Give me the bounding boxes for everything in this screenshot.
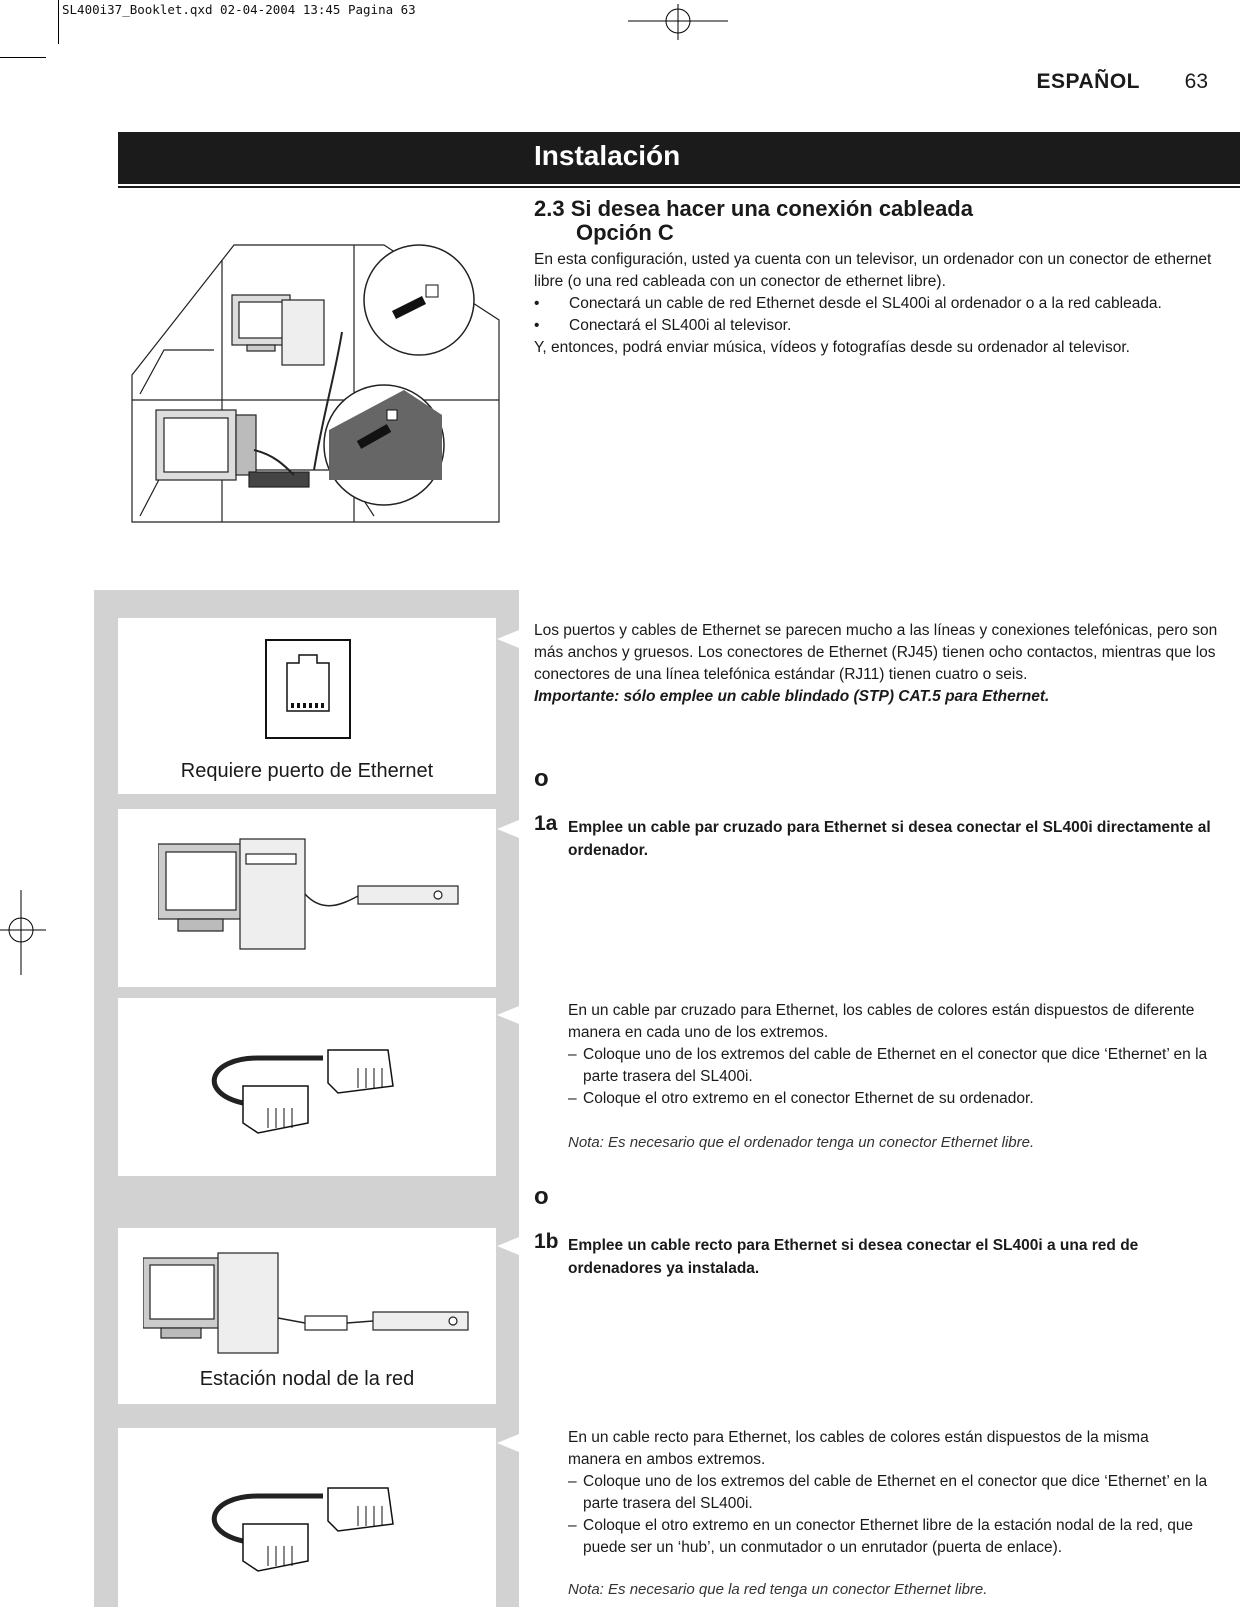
ethernet-cable-icon (198, 1476, 418, 1586)
pointer-triangle (497, 820, 519, 838)
list-item-text: Coloque uno de los extremos del cable de Ethernet en el conector que dice ‘Ethernet’ en la parte trasera del SL400i. (583, 1473, 1208, 1512)
print-slug: SL400i37_Booklet.qxd 02-04-2004 13:45 Pagina 63 (62, 2, 416, 17)
pc-to-device-illustration (158, 834, 468, 964)
crop-mark (58, 0, 59, 44)
list-item (534, 315, 1234, 337)
dash-char: – (568, 1046, 577, 1063)
divider (118, 186, 1240, 188)
card-caption: Requiere puerto de Ethernet (180, 760, 434, 782)
list-item (568, 1044, 1240, 1088)
list-item (534, 293, 1234, 315)
pc-direct-card (118, 809, 496, 987)
ports-paragraph-block (534, 620, 1234, 708)
network-hub-card (118, 1228, 496, 1404)
bullet-text: Conectará un cable de red Ethernet desde el SL400i al ordenador o a la red cableada. (569, 295, 1162, 312)
section-subtitle: Opción C (576, 220, 674, 245)
banner-title: Instalación (534, 140, 681, 171)
pointer-triangle (497, 1237, 519, 1255)
step-number: 1b (534, 1230, 559, 1253)
note: Nota: Es necesario que el ordenador tenga un conector Ethernet libre. (568, 1134, 1035, 1151)
intro-paragraph: En esta configuración, usted ya cuenta con un televisor, un ordenador con un conector de ethernet libre (o una red cableada con un conector de ethernet libre). (534, 251, 1212, 290)
ports-paragraph: Los puertos y cables de Ethernet se parecen mucho a las líneas y conexiones telefónicas, pero son más anchos y gruesos. Los conectores de Ethernet (RJ45) tienen ocho contactos, mientras que los conectores de una línea telefónica estándar (RJ11) tienen cuatro o seis. (534, 622, 1218, 683)
card-caption: Estación nodal de la red (199, 1368, 415, 1390)
list-item-text: Coloque el otro extremo en un conector Ethernet libre de la estación nodal de la red, que puede ser un ‘hub’, un conmutador o un enrutador (puerta de enlace). (583, 1517, 1194, 1556)
dash-char: – (568, 1473, 577, 1490)
step-1b-details (568, 1427, 1240, 1601)
note: Nota: Es necesario que la red tenga un conector Ethernet libre. (568, 1581, 988, 1598)
cable-card (118, 998, 496, 1176)
ethernet-port-icon (265, 639, 351, 739)
pointer-triangle (497, 1434, 519, 1452)
step-text: Emplee un cable par cruzado para Ethernet si desea conectar el SL400i directamente al ordenador. (568, 819, 1211, 859)
bullet-text: Conectará el SL400i al televisor. (569, 317, 792, 334)
outro-paragraph: Y, entonces, podrá enviar música, vídeos y fotografías desde su ordenador al televisor. (534, 339, 1130, 356)
list-item (568, 1088, 1240, 1110)
or-label: o (534, 1183, 549, 1210)
page-number: 63 (1184, 70, 1208, 93)
list-item-text: Coloque el otro extremo en el conector Ethernet de su ordenador. (583, 1090, 1034, 1107)
bullet-char: • (534, 317, 540, 334)
ethernet-port-card (118, 618, 496, 794)
registration-mark-icon (0, 880, 46, 980)
list-item (568, 1471, 1240, 1515)
list-item-text: Coloque uno de los extremos del cable de Ethernet en el conector que dice ‘Ethernet’ en la parte trasera del SL400i. (583, 1046, 1208, 1085)
step-text: Emplee un cable recto para Ethernet si desea conectar el SL400i a una red de ordenadores ya instalada. (568, 1237, 1139, 1277)
registration-mark-icon (628, 4, 728, 40)
ethernet-cable-icon (198, 1038, 418, 1148)
dash-char: – (568, 1517, 577, 1534)
bullet-char: • (534, 295, 540, 312)
pointer-triangle (497, 1006, 519, 1024)
step-number: 1a (534, 812, 558, 835)
or-label: o (534, 765, 549, 792)
house-network-illustration (104, 240, 504, 525)
dash-char: – (568, 1090, 577, 1107)
hub-network-illustration (143, 1248, 473, 1358)
cable-card (118, 1428, 496, 1607)
important-note: Importante: sólo emplee un cable blindado (STP) CAT.5 para Ethernet. (534, 688, 1050, 705)
pointer-triangle (497, 630, 519, 648)
crop-mark (0, 57, 46, 58)
list-item (568, 1515, 1240, 1559)
section-title: 2.3 Si desea hacer una conexión cableada (534, 196, 973, 221)
step-description: En un cable recto para Ethernet, los cables de colores están dispuestos de la misma manera en ambos extremos. (568, 1429, 1149, 1468)
step-1a-details (568, 1000, 1240, 1154)
step-description: En un cable par cruzado para Ethernet, los cables de colores están dispuestos de diferente manera en cada uno de los extremos. (568, 1002, 1195, 1041)
language-label: ESPAÑOL (1036, 70, 1140, 93)
intro-block (534, 249, 1234, 359)
